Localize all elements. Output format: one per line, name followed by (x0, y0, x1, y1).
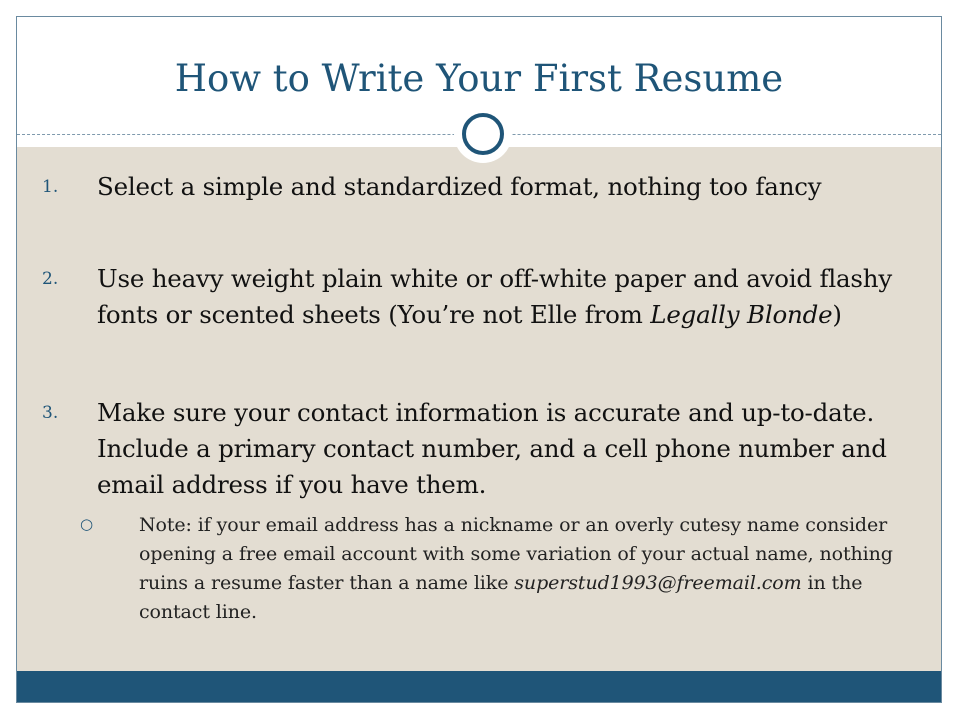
item-text-part: ) (832, 300, 842, 329)
slide-title: How to Write Your First Resume (174, 57, 784, 100)
list-number: 1. (42, 177, 59, 197)
note-text-part: in the contact line. (139, 572, 863, 623)
item-text-part: Use heavy weight plain white or off-white paper and avoid flashy fonts or scented sheets (You’re not Elle from (97, 264, 893, 329)
list-number: 3. (42, 403, 59, 423)
list-item-text (97, 261, 917, 333)
email-example: superstud1993@freemail.com (514, 572, 802, 594)
movie-title: Legally Blonde (650, 300, 833, 329)
slide-frame (16, 16, 942, 703)
list-item-text: Make sure your contact information is accurate and up-to-date. Include a primary contact number, and a cell phone number and email address if you have them. (97, 398, 887, 499)
hollow-circle-icon: ○ (80, 515, 94, 533)
circle-ornament-icon (462, 113, 504, 155)
note-text-part: Note: if your email address has a nickname or an overly cutesy name consider opening a free email account with some variation of your actual name, nothing ruins a resume faster than a name like (139, 514, 893, 594)
note-text (139, 511, 919, 627)
list-number: 2. (42, 269, 59, 289)
footer-bar (17, 671, 941, 703)
list-item-text: Select a simple and standardized format, nothing too fancy (97, 172, 822, 201)
